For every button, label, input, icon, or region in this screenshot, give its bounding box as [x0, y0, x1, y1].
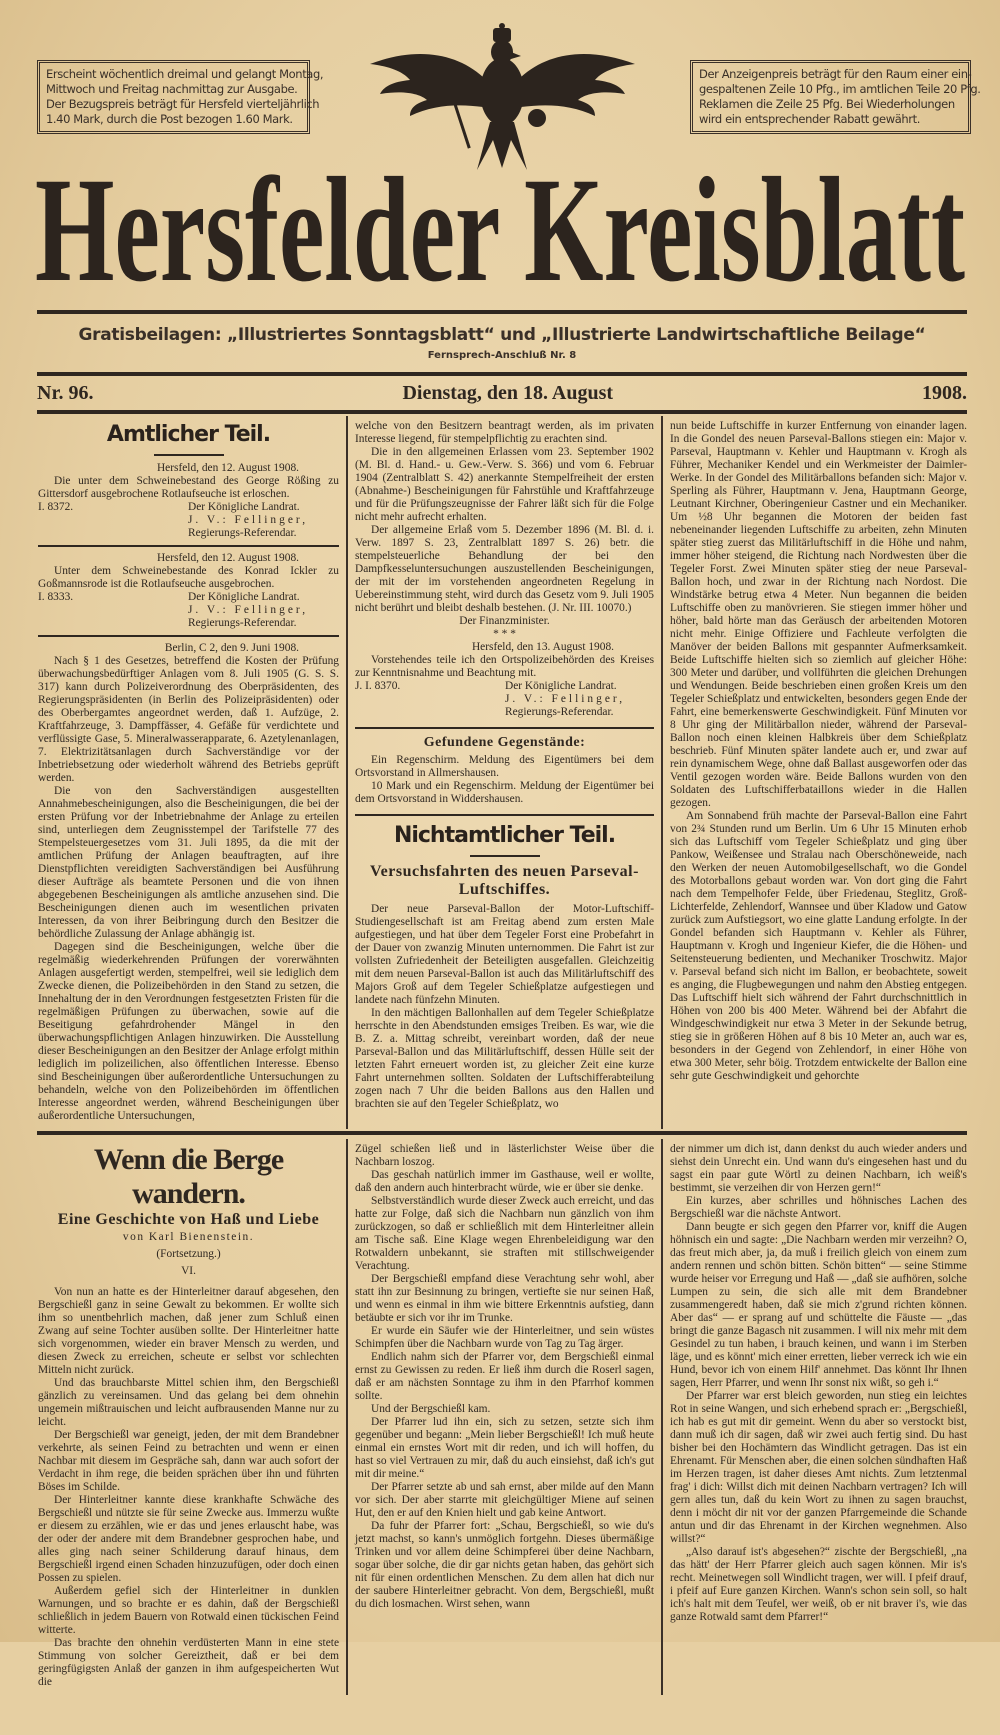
notice-body: Die unter dem Schweinebestand des George Rößing zu Gittersdorf ausgebrochene Rotlaufseuche ist erloschen.: [38, 475, 339, 500]
paragraph: Selbstverständlich wurde dieser Zweck auch erreicht, und das hatte zur Folge, daß sich die Nachbarn nun gänzlich von ihm zurückzogen, so daß er schließlich mit dem Hinterleitner allein am Tische saß. Eine Klage wegen Ehrenbeleidigung war den Rotwaldern unbekannt, sie straften mit stillschweigender Verachtung.: [355, 1195, 654, 1272]
dateline: [37, 382, 967, 405]
signature-line: J. V.: Fellinger,: [188, 604, 309, 616]
decree-date: Berlin, C 2, den 9. Juni 1908.: [164, 642, 299, 654]
notice-reference: J. I. 8370.: [355, 680, 401, 692]
heading-underline: [470, 855, 540, 857]
paragraph: Der Pfarrer war erst bleich geworden, nun stieg ein leichtes Rot in seine Wangen, und sich erhebend sprach er: „Bergschießl, ich hab es gut mit dir gemeint. Wenn du aber so verstockt bist, dann muß ich dir sagen, daß wir zwei auch fertig sind. Du hast bisher bei den Hochämtern das Windlicht getragen. Das ist ein Ehrenamt. Für Menschen aber, die einen solchen sündhaften Haß im Herzen tragen, ist daher dieses Amt nichts. Zum letztenmal frag' i dich: Willst dich mit deinen Nachbarn vertragen? Ich will gern alles tun, daß du kein Wort zu ihnen zu sagen brauchst, denn i möcht dir nit vor der ganzen Pfarrgemeinde die Schande antun und dir das Ehrenamt in der Kirchen wegnehmen. Also willst?“: [670, 1390, 967, 1545]
signature-block: [505, 680, 654, 719]
notice-date: Hersfeld, den 12. August 1908.: [156, 552, 299, 564]
column-3: [661, 416, 967, 1129]
paragraph: Der Bergschießl empfand diese Verachtung sehr wohl, aber statt ihn zur Besinnung zu bringen, vertiefte sie nur seinen Haß, und wenn es einmal in ihm wie bittere Erkenntnis aufstieg, dann betäubte er sich vor ihr im Trunke.: [355, 1273, 654, 1324]
advertising-rates-box: [690, 60, 981, 134]
signature-line: Der Königliche Landrat.: [505, 680, 617, 692]
page-body: [37, 416, 967, 1735]
story-author: von Karl Bienenstein.: [122, 1231, 255, 1243]
issue-date: Dienstag, den 18. August: [402, 382, 614, 404]
dateline-rule-top: [37, 372, 967, 376]
story-text: [38, 1286, 339, 1689]
found-items-list: [355, 754, 654, 806]
paragraph: Die in den allgemeinen Erlassen vom 23. September 1902 (M. Bl. d. Hand.- u. Gew.-Verw. S. 366) und vom 6. Februar 1904 (Zentralblatt S. 42) anerkannte Stempelfreiheit der ersten (Abnahme-) Bescheinigungen für Fahrstühle und Kraftfahrzeuge und für die Prüfungszeugnisse der Fahrer läßt sich für die Folge nicht mehr aufrecht erhalten.: [355, 446, 654, 523]
paragraph: Und das brauchbarste Mittel schien ihm, den Bergschießl gänzlich zu vereinsamen. Und das gelang bei dem ohnehin ungemein mißtrauischen und leicht aufbrausenden Manne nur zu leicht.: [38, 1377, 339, 1428]
story-subtitle: Eine Geschichte von Haß und Liebe: [57, 1211, 320, 1228]
paragraph: Ein kurzes, aber schrilles und höhnisches Lachen des Bergschießl war die nächste Antwort.: [670, 1195, 967, 1220]
paragraph: Außerdem gefiel sich der Hinterleitner in dunklen Warnungen, und so brachte er es dahin, daß der Bergschießl schließlich in jedem Bauern von Rotwald einen tückischen Feind witterte.: [38, 1585, 339, 1636]
subscription-info-box: [37, 60, 324, 134]
issue-year: 1908.: [922, 382, 967, 404]
signature-line: J. V.: Fellinger,: [188, 514, 309, 526]
paragraph: Und der Bergschießl kam.: [371, 1403, 491, 1415]
signature-line: J. V.: Fellinger,: [505, 693, 626, 705]
paragraph: Das brachte den ohnehin verdüsterten Mann in eine stete Stimmung von solcher Gereiztheit, daß er bei dem geringfügigsten Anlaß der ganzen in ihm aufgespeicherten Wut die: [38, 1637, 339, 1688]
paragraph: Am Sonnabend früh machte der Parseval-Ballon eine Fahrt von 2¾ Stunden rund um Berlin. Um 6 Uhr 15 Minuten erhob sich das Luftschiff vom Tegeler Schießplatz und ging über Pankow, Weißensee und Stralau nach Oberschöneweide, nach den Werken der neuen Automobilgesellschaft, wo die Gondel des Motorballons gebaut worden war. Von dort ging die Fahrt nach dem Tempelhofer Felde, über Friedenau, Steglitz, Groß-Lichterfelde, Zehlendorf, Wannsee und über Kladow und Gatow zurück zum Aufstiegsort, wo eine glatte Landung erfolgte. In der Gondel befanden sich Hauptmann v. Kehler als Führer, Hauptmann v. Krogh und Ingenieur Kiefer, die die Höhen- und Seitensteuerung bedienten, und Mechaniker Troschwitz. Major v. Parseval befand sich nicht im Ballon, er beobachtete, soweit es anging, die Flugbewegungen und nahm den Abstieg entgegen. Das Luftschiff hielt sich während der Fahrt durchschnittlich in Höhen von 200 bis 400 Meter. Während bei der Abfahrt die Windgeschwindigkeit nur etwa 3 Meter in der Sekunde betrug, stieg sie in größeren Höhen auf 8 bis 10 Meter an, auch war es, besonders in der Gegend von Zehlendorf, in einer Höhe von etwa 300 Meter, sehr böig. Trotzdem entwickelte der Ballon eine sehr gute Geschwindigkeit und gehorchte: [670, 810, 967, 1082]
decree-signature: Der Finanzminister.: [459, 615, 550, 627]
issue-number: Nr. 96.: [37, 382, 94, 404]
ad-rate-line: wird ein entsprechender Rabatt gewährt.: [699, 112, 920, 126]
subscription-line: Mittwoch und Freitag nachmittag zur Ausgabe.: [46, 82, 298, 96]
newspaper-title-text: Hersfelder Kreisblatt: [35, 168, 966, 303]
paragraph: Der allgemeine Erlaß vom 5. Dezember 1896 (M. Bl. d. i. Verw. 1897 S. 23, Zentralblatt 1897 S. 26) betr. die stempelsteuerliche Behandlung der bei den Dampfkesseluntersuchungen auszustellenden Bescheinigungen, der mit der im vorstehenden angeordneten Regelung in Uebereinstimmung steht, wird durch das Gesetz vom 9. Juli 1905 nicht berührt und bleibt deshalb bestehen. (J. Nr. III. 10070.): [355, 524, 654, 614]
paragraph: In den mächtigen Ballonhallen auf dem Tegeler Schießplatze herrschte in den Abendstunden emsiges Treiben. Es war, wie die B. Z. a. Mittag schreibt, vereinbart worden, daß der neue Parseval-Ballon und das Militärluftschiff, dessen Hülle seit der letzten Fahrt erneuert worden ist, zu gleicher Zeit eine kurze Fahrt unternehmen sollten. Soldaten der Luftschifferabteilung zogen nach 7 Uhr die beiden Ballons aus den Hallen und brachten sie auf den Tegeler Schießplatz, wo: [355, 1007, 654, 1110]
paragraph: Von nun an hatte es der Hinterleitner darauf abgesehen, den Bergschießl ganz in seine Gewalt zu bekommen. Er wollte sich ihm so unentbehrlich machen, daß jener zum Schluß einen Zwang auf seine Tochter ausüben sollte. Der Hinterleitner hatte sich vorgenommen, wieder ein braver Mensch zu werden, und diesen Zweck zu erreichen, scheute er selbst vor schlechten Mitteln nicht zurück.: [38, 1286, 339, 1376]
notice-footer: [38, 591, 339, 630]
story-column-3: [661, 1139, 967, 1695]
paragraph: Endlich nahm sich der Pfarrer vor, dem Bergschießl einmal ernst zu Gewissen zu reden. Er ließ ihm durch die Roserl sagen, daß er am nächsten Sonntage zu ihm in den Pfarrhof kommen sollte.: [355, 1351, 654, 1402]
signature-line: Regierungs-Referendar.: [188, 617, 297, 629]
notice-divider: [38, 545, 339, 547]
story-text: [355, 1169, 654, 1611]
story-columns: [37, 1139, 967, 1695]
paragraph: Der Pfarrer lud ihn ein, sich zu setzen, setzte sich ihm gegenüber und begann: „Mein lieber Bergschießl! Ich muß heute einmal ein ernstes Wort mit dir reden, und ich will hoffen, du hast so viel Vertrauen zu mir, daß du auch einsiehst, daß ich's gut mit dir meine.“: [355, 1416, 654, 1480]
paragraph: Ein Regenschirm. Meldung des Eigentümers bei dem Ortsvorstand in Allmershausen.: [355, 754, 654, 779]
paragraph: Die von den Sachverständigen ausgestellten Annahmebescheinigungen, also die Bescheinigungen, die bei der ersten Prüfung vor der Inbetriebnahme der Anlage zu erteilen sind, unterliegen dem Zeugnisstempel der Tarifstelle 77 des Stempelsteuergesetzes vom 31. Juli 1895, da die mit der amtlichen Prüfung der Anlagen beauftragten, auf ihre Dienstpflichten vereidigten Sachverständigen bei Ausführung dieser Aufträge als beamtete Personen und die von ihnen abgegebenen Bescheinigungen als amtliche anzusehen sind. Die Bescheinigungen dienen auch im wesentlichen privaten Interessen, da von ihrer Beibringung durch den Besitzer die behördliche Zulassung der Anlage abhängig ist.: [38, 785, 339, 940]
paragraph: Das geschah natürlich immer im Gasthause, weil er wollte, daß den andern auch hinterbracht würde, wie er über sie denke.: [355, 1169, 654, 1194]
subscription-line: Der Bezugspreis beträgt für Hersfeld vierteljährlich: [46, 97, 320, 111]
notice-reference: I. 8333.: [38, 591, 74, 603]
paragraph: Er wurde ein Säufer wie der Hinterleitner, und sein wüstes Schimpfen über die Nachbarn wurde von Tag zu Tag ärger.: [355, 1325, 654, 1350]
notice: [38, 552, 339, 630]
ad-rate-line: Der Anzeigenpreis beträgt für den Raum einer ein-: [699, 67, 972, 81]
paragraph: Der Pfarrer setzte ab und sah ernst, aber milde auf den Mann vor sich. Der aber starrte mit gleichgültiger Miene auf seinen Hut, den er auf den Knien hielt und gab keine Antwort.: [355, 1481, 654, 1519]
paragraph: Der neue Parseval-Ballon der Motor-Luftschiff-Studiengesellschaft ist am Freitag abend zum ersten Male aufgestiegen, und hat über dem Tegeler Forst eine Probefahrt in der Dauer von zwanzig Minuten unternommen. Die Fahrt ist zur vollsten Zufriedenheit der Beteiligten ausgefallen. Gleichzeitig mit dem neuen Parseval-Ballon ist auch das Militärluftschiff des Majors Groß auf dem Tegeler Schießplatze aufgestiegen und landete nach fünfzehn Minuten.: [355, 903, 654, 1006]
story-continued: Zügel schießen ließ und in lästerlichster Weise über die Nachbarn loszog.: [355, 1143, 654, 1168]
unofficial-section-heading: Nichtamtlicher Teil.: [393, 823, 616, 848]
notice: [38, 462, 339, 540]
supplements-line: Gratisbeilagen: „Illustriertes Sonntagsblatt“ und „Illustrierte Landwirtschaftliche Beilage“: [78, 325, 926, 345]
article-text: [355, 903, 654, 1111]
notice-body: Unter dem Schweinebestande des Konrad Ickler zu Goßmannsrode ist die Rotlaufseuche ausgebrochen.: [38, 565, 339, 590]
paragraph: Der Hinterleitner kannte diese krankhafte Schwäche des Bergschießl und nützte sie für seine Zwecke aus. Immerzu wußte er diesem zu erzählen, wie er das und jenes erlauscht habe, was der oder der andere mit dem Brandebner gesprochen habe, und alles ging nach seiner Schilderung darauf hinaus, dem Bergschießl irgend einen Schaden hinzuzufügen, oder doch einen Possen zu spielen.: [38, 1494, 339, 1584]
story-text: [670, 1195, 967, 1624]
subscription-line: Erscheint wöchentlich dreimal und gelangt Montag,: [46, 67, 324, 81]
notice-footer: [38, 501, 339, 540]
found-items-heading: Gefundene Gegenstände:: [423, 735, 586, 750]
story-column-1: [37, 1139, 346, 1695]
ad-rate-line: Reklamen die Zeile 25 Pfg. Bei Wiederholungen: [699, 97, 955, 111]
signature-line: Regierungs-Referendar.: [505, 706, 614, 718]
decree-text: [355, 446, 654, 615]
signature-block: [188, 501, 339, 540]
dateline-rule-bottom: [37, 410, 967, 414]
phone-number: Fernsprech-Anschluß Nr. 8: [427, 350, 577, 361]
feuilleton-rule: [37, 1131, 967, 1135]
notice-divider: [38, 635, 339, 637]
notice-footer: [355, 680, 654, 719]
article-continued: nun beide Luftschiffe in kurzer Entfernung von einander lagen. In die Gondel des neuen Parseval-Ballons stiegen ein: Major v. Parseval, Hauptmann v. Kehler und Hauptmann v. Krogh als Führer, Mechaniker Kendel und ein Werkmeister der Daimler-Werke. In der Gondel des Militärballons befanden sich: Major v. Sperling als Führer, Hauptmann v. Jena, Hauptmann George, Leutnant Kirchner, Oberingenieur Castner und ein Mechaniker. Um ½8 Uhr begannen die Motoren der beiden fast nebeneinander liegenden Luftschiffe zu arbeiten, zehn Minuten später stieg zuerst das Militärluftschiff in die Höhe und nahm, immer höher steigend, die Richtung nach Nordwesten über die Tegeler Forst. Zwei Minuten später stieg der neue Parseval-Ballon hoch, und zwar in der Richtung nach Nordost. Die Windstärke betrug etwa 4 Meter. Nun begannen die beiden Luftschiffe oben zu manövrieren. Sie stiegen immer höher und höher, bald hörte man das Geräusch der arbeitenden Motoren nicht mehr. Einige Offiziere und Fachleute verfolgten die Manöver der beiden Ballons mit gespannter Aufmerksamkeit. Beide Luftschiffe hielten sich so ziemlich auf gleicher Höhe: 300 Meter und darüber, und vollführten die gleichen Drehungen und Wendungen. Beide beschrieben einen großen Kreis um den Tegeler Schießplatz und entwickelten, besonders gegen Ende der Fahrt, eine bemerkenswerte Geschwindigkeit. Fünf Minuten vor 8 Uhr ging der Militärballon nieder, während der Parseval-Ballon noch einen kleinen Halbkreis über dem Schießplatz beschrieb. Fünf Minuten später landete auch er, und zwar auf rein dynamischem Wege, ohne daß Ballast ausgeworfen oder das Ventil gezogen worden wäre. Beide Ballons wurden von den Soldaten des Luftschifferbataillons wieder in die Hallen gezogen.: [670, 420, 967, 809]
section-divider: [355, 814, 654, 816]
masthead-rule: [37, 310, 967, 314]
notice-date: Hersfeld, den 13. August 1908.: [471, 641, 614, 653]
heading-underline: [154, 454, 224, 456]
newspaper-title: [35, 168, 970, 303]
section-divider: [355, 727, 654, 729]
column-2: [346, 416, 661, 1129]
article-text: [670, 810, 967, 1083]
story-title: Wenn die Berge wandern.: [93, 1143, 284, 1210]
paragraph: 10 Mark und ein Regenschirm. Meldung der Eigentümer bei dem Ortsvorstand in Widdershausen.: [355, 780, 654, 805]
signature-line: Der Königliche Landrat.: [188, 591, 300, 603]
ad-rate-line: gespaltenen Zeile 10 Pfg., im amtlichen Teile 20 Pfg.: [699, 82, 981, 96]
notice-date: Hersfeld, den 12. August 1908.: [156, 462, 299, 474]
story-column-2: [346, 1139, 661, 1695]
official-section-heading: Amtlicher Teil.: [106, 422, 271, 447]
separator-stars: * * *: [493, 628, 516, 640]
decree-continued: welche von den Besitzern beantragt werden, als im privaten Interesse liegend, für stempelpflichtig zu erachten sind.: [355, 420, 654, 445]
article-title: Versuchsfahrten des neuen Parseval-Luftschiffes.: [370, 863, 639, 898]
paragraph: Dann beugte er sich gegen den Pfarrer vor, kniff die Augen höhnisch ein und sagte: „Die Nachbarn werden mir verzeihn? O, das freut mich aber, ja, da muß i freilich gleich von einem zum andern rennen und schön bitten. Schön bitten“ — seine Stimme wurde heiser vor Erregung und Haß — „daß sie aufhören, solche Lumpen zu sein, die sich alle mit dem Brandebner zusammengeredt haben, daß sie mich z'grund richten können. Aber das“ — er sprang auf und schüttelte die Fäuste — „das bringt die ganze Bagasch nit zusammen. I will nix mehr mit dem Gesindel zu tun haben, i brauch keinen, und wann i im Sterben läge, und es könnt' mich einer erretten, lieber verreck ich wie ein Hund, bevor ich von einem Hilf' annehmet. Das könnt Ihr Ihnen sagen, Herr Pfarrer, und wenn Ihr sonst nix wißt, so geh i.“: [670, 1221, 967, 1389]
paragraph: Nach § 1 des Gesetzes, betreffend die Kosten der Prüfung überwachungsbedürftiger Anlagen vom 8. Juli 1905 (G. S. S. 317) kann durch Polizeiverordnung des Oberpräsidenten, des Regierungspräsidenten (in Berlin des Polizeipräsidenten) oder des Oberbergamtes angeordnet werden, daß 1. Aufzüge, 2. Kraftfahrzeuge, 3. Dampffässer, 4. Gefäße für verdichtete und verflüssigte Gase, 5. Mineralwasserapparate, 6. Azetylenanlagen, 7. Elektrizitätsanlagen durch Sachverständige vor der Inbetriebsetzung oder wiederholt während des Betriebs geprüft werden.: [38, 655, 339, 784]
prussian-eagle-emblem: [365, 22, 640, 172]
paragraph: Dagegen sind die Bescheinigungen, welche über die regelmäßig wiederkehrenden Prüfungen der vorerwähnten Anlagen ausgefertigt werden, stempelfrei, weil sie lediglich dem Zwecke dienen, die Polizeibehörden in den Stand zu setzen, die Innehaltung der in den Verordnungen festgesetzten Fristen für die regelmäßigen Prüfungen zu überwachen, sowie auf die Beseitigung gefahrdrohender Mängel in den überwachungspflichtigen Anlagen hinzuwirken. Die Ausstellung dieser Bescheinigungen an den Besitzer der Anlage erfolgt mithin lediglich im polizeilichen, also öffentlichen Interesse. Ebenso sind Bescheinigungen über außerordentliche Untersuchungen zu behandeln, welche von den Polizeibehörden im öffentlichen Interesse angeordnet werden, während Bescheinigungen über außerordentliche Untersuchungen,: [38, 941, 339, 1122]
story-continuation-note: (Fortsetzung.): [156, 1248, 221, 1260]
notice-reference: I. 8372.: [38, 501, 74, 513]
story-continued: der nimmer um dich ist, dann denkst du auch wieder anders und siehst dein Unrecht ein. Und wann du's eingesehen hast und du sagst ein paar gute Wörtl zu deinen Nachbarn, ich weiß's bestimmt, sie verzeihen dir von Herzen gern!“: [670, 1143, 967, 1194]
signature-block: [188, 591, 339, 630]
subscription-line: 1.40 Mark, durch die Post bezogen 1.60 Mark.: [46, 112, 293, 126]
chapter-number: VI.: [181, 1265, 196, 1277]
paragraph: „Also darauf ist's abgesehen?“ zischte der Bergschießl, „na das hätt' der Herr Pfarrer gleich auch sagen können. Mir is's recht. Meinetwegen soll Windlicht tragen, wer will. I pfeif drauf, i pfeif auf Eure ganzen Kirchen. Wann's schon sein soll, so halt ich's halt mit dem Teufel, wer weiß, ob er nit braver i's, wie das ganze Rotwald samt dem Pfarrer!“: [670, 1546, 967, 1623]
signature-line: Regierungs-Referendar.: [188, 527, 297, 539]
paragraph: Der Bergschießl war geneigt, jeden, der mit dem Brandebner verkehrte, als seinen Feind zu betrachten und wenn er einen Nachbar mit diesem im Gespräche sah, dann war auch sofort der Verdacht in ihm rege, die beiden sprächen über ihn und führten Böses im Schilde.: [38, 1429, 339, 1493]
paragraph: Da fuhr der Pfarrer fort: „Schau, Bergschießl, so wie du's jetzt machst, so kann's unmöglich fortgehn. Dieses übermäßige Trinken und vor allem deine Schimpferei über deine Nachbarn, sogar über solche, die dir gar nichts getan haben, das gehört sich nit für einen ordentlichen Menschen. Zu dem allen hat dich nur der saubere Hinterleitner gebracht. Von dem, Bergschießl, mußt du dich losmachen. Wirst sehen, wann: [355, 1520, 654, 1610]
decree-text: [38, 655, 339, 1123]
news-columns: [37, 416, 967, 1129]
notice-body: Vorstehendes teile ich den Ortspolizeibehörden des Kreises zur Kenntnisnahme und Beachtung mit.: [355, 654, 654, 679]
official-section-column-1: [37, 416, 346, 1129]
signature-line: Der Königliche Landrat.: [188, 501, 300, 513]
